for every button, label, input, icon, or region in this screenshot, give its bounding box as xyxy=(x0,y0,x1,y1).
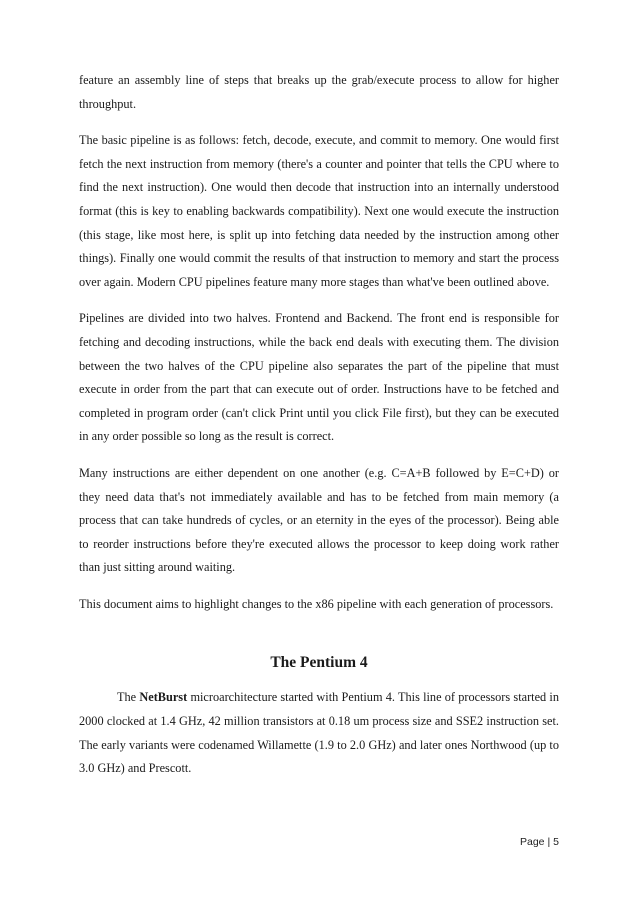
netburst-text: microarchitecture started with Pentium 4. This line of processors started in 2000 clocked at 1.4 GHz, 42 million transistors at 0.18 um process size and SSE2 instruction set. The early variants were codenamed Willamette (1.9 to 2.0 GHz) and later ones Northwood (up to 3.0 GHz) and Prescott. xyxy=(79,690,560,776)
section-heading: The Pentium 4 xyxy=(270,654,368,672)
paragraph-instruction-dependencies: Many instructions are either dependent on one another (e.g. C=A+B followed by E=C+D) or they need data that's not immediately available and has to be fetched from main memory (a process that can take hundreds of cycles, or an eternity in the eyes of the processor). Being able to reorder instructions before they're executed allows the processor to keep doing work rather than just sitting around waiting. xyxy=(79,465,559,575)
page-number: Page | 5 xyxy=(520,836,559,848)
page-body xyxy=(79,69,559,794)
netburst-term: NetBurst xyxy=(139,690,188,705)
paragraph-basic-pipeline: The basic pipeline is as follows: fetch, decode, execute, and commit to memory. One would first fetch the next instruction from memory (there's a counter and pointer that tells the CPU where to find the next instruction). One would then decode that instruction into an internally understood format (this is key to enabling backwards compatibility). Next one would execute the instruction (this stage, like most here, is split up into fetching data needed by the instruction among other things). Finally one would commit the results of that instruction to memory and start the process over again. Modern CPU pipelines feature many more stages than what've been outlined above. xyxy=(79,133,559,289)
paragraph-document-aim: This document aims to highlight changes to the x86 pipeline with each generation of processors. xyxy=(79,596,554,611)
netburst-prefix: The xyxy=(117,690,140,705)
paragraph-netburst xyxy=(79,686,559,780)
paragraph-pipeline-halves: Pipelines are divided into two halves. Frontend and Backend. The front end is responsible for fetching and decoding instructions, while the back end deals with executing them. The division between the two halves of the CPU pipeline also separates the part of the pipeline that must execute in order from the part that can execute out of order. Instructions have to be fetched and completed in program order (can't click Print until you click File first), but they can be executed in any order possible so long as the result is correct. xyxy=(79,311,559,444)
paragraph-continuation: feature an assembly line of steps that breaks up the grab/execute process to allow for higher throughput. xyxy=(79,73,559,111)
